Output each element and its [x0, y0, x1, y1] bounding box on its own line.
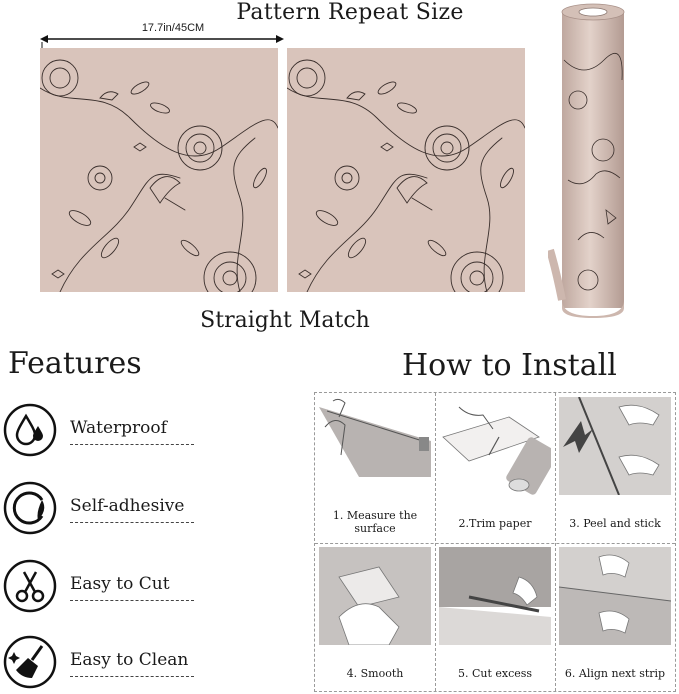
install-step-2 — [435, 393, 555, 543]
install-step-label: 6. Align next strip — [564, 667, 666, 680]
install-step-5 — [435, 543, 555, 693]
knife-trim-icon — [439, 397, 551, 495]
feature-divider — [70, 444, 194, 445]
align-strip-icon — [559, 547, 671, 645]
install-title: How to Install — [402, 348, 617, 383]
feature-divider — [70, 600, 194, 601]
install-step-label: 1. Measure the surface — [332, 509, 418, 535]
install-step-label: 5. Cut excess — [457, 667, 533, 680]
floral-pattern-icon — [40, 48, 278, 292]
dimension-arrow-icon — [40, 28, 284, 50]
scissors-icon — [2, 558, 58, 614]
pattern-repeat-title: Pattern Repeat Size — [236, 0, 464, 25]
pattern-swatch-right — [287, 48, 525, 292]
feature-self-adhesive — [0, 476, 200, 540]
feature-divider — [70, 676, 194, 677]
pattern-swatch-left — [40, 48, 278, 292]
install-step-1 — [315, 393, 435, 543]
features-title: Features — [8, 346, 142, 381]
peel-hand-icon — [559, 397, 671, 495]
install-step-label: 3. Peel and stick — [569, 517, 661, 530]
install-step-label: 2.Trim paper — [458, 517, 532, 530]
install-step-label: 4. Smooth — [346, 667, 404, 680]
install-step-3 — [555, 393, 675, 543]
feature-easy-to-cut — [0, 554, 200, 618]
install-steps-grid — [314, 392, 676, 692]
wallpaper-roll-icon — [548, 0, 640, 318]
feature-label: Waterproof — [70, 418, 167, 438]
dimension-label: 17.7in/45CM — [141, 22, 205, 34]
feature-label: Easy to Cut — [70, 574, 170, 594]
feature-easy-to-clean — [0, 630, 200, 694]
squeegee-icon — [319, 547, 431, 645]
install-step-6 — [555, 543, 675, 693]
feature-label: Easy to Clean — [70, 650, 189, 670]
peel-sticker-icon — [2, 480, 58, 536]
water-drops-icon — [2, 402, 58, 458]
measure-tape-icon — [319, 397, 431, 495]
broom-sparkle-icon — [2, 634, 58, 690]
straight-match-label: Straight Match — [200, 308, 370, 333]
feature-label: Self-adhesive — [70, 496, 185, 516]
install-step-4 — [315, 543, 435, 693]
floral-pattern-icon — [287, 48, 525, 292]
cut-excess-icon — [439, 547, 551, 645]
feature-divider — [70, 522, 194, 523]
feature-waterproof — [0, 398, 200, 462]
